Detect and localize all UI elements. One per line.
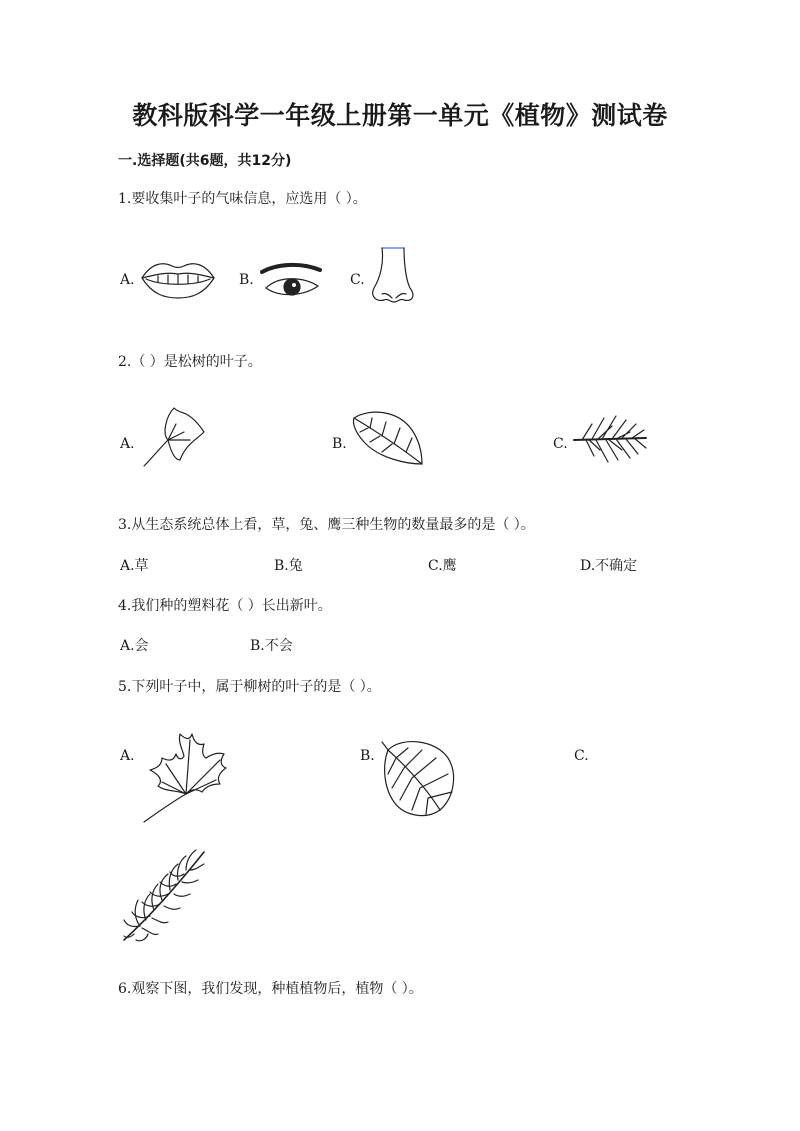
q1-option-c-label: C. bbox=[350, 272, 365, 288]
section-heading: 一.选择题(共6题，共12分) bbox=[118, 153, 292, 169]
question-5-text: 5.下列叶子中，属于柳树的叶子的是（ ）。 bbox=[118, 679, 381, 695]
q3-option-c: C.鹰 bbox=[428, 558, 457, 574]
q1-option-a-label: A. bbox=[120, 272, 135, 288]
q2-option-b-label: B. bbox=[332, 436, 347, 452]
oval-leaf-icon bbox=[350, 410, 426, 466]
q3-option-a: A.草 bbox=[120, 558, 149, 574]
question-1-text: 1.要收集叶子的气味信息，应选用（ ）。 bbox=[118, 191, 367, 207]
q2-option-a-label: A. bbox=[120, 436, 135, 452]
question-2-text: 2.（ ）是松树的叶子。 bbox=[118, 354, 262, 370]
page-title: 教科版科学一年级上册第一单元《植物》测试卷 bbox=[132, 101, 668, 130]
q5-option-b-label: B. bbox=[360, 748, 375, 764]
q2-option-c-label: C. bbox=[553, 436, 568, 452]
round-leaf-icon bbox=[378, 738, 458, 820]
q3-option-b: B.兔 bbox=[274, 558, 303, 574]
willow-branch-icon bbox=[120, 844, 212, 944]
q4-option-b: B.不会 bbox=[250, 638, 293, 654]
question-6-text: 6.观察下图，我们发现，种植植物后，植物（ ）。 bbox=[118, 981, 423, 997]
eye-icon bbox=[260, 262, 324, 302]
question-4-text: 4.我们种的塑料花（ ）长出新叶。 bbox=[118, 598, 332, 614]
mouth-icon bbox=[138, 256, 218, 302]
q5-option-a-label: A. bbox=[120, 748, 135, 764]
q3-option-d: D.不确定 bbox=[580, 558, 638, 574]
q1-option-b-label: B. bbox=[239, 272, 254, 288]
nose-icon bbox=[368, 244, 418, 304]
q4-option-a: A.会 bbox=[120, 638, 149, 654]
ginkgo-leaf-icon bbox=[140, 404, 210, 470]
question-3-text: 3.从生态系统总体上看，草，兔、鹰三种生物的数量最多的是（ ）。 bbox=[118, 517, 535, 533]
q5-option-c-label: C. bbox=[574, 748, 589, 764]
pine-needles-icon bbox=[572, 410, 652, 466]
maple-leaf-icon bbox=[140, 730, 238, 826]
